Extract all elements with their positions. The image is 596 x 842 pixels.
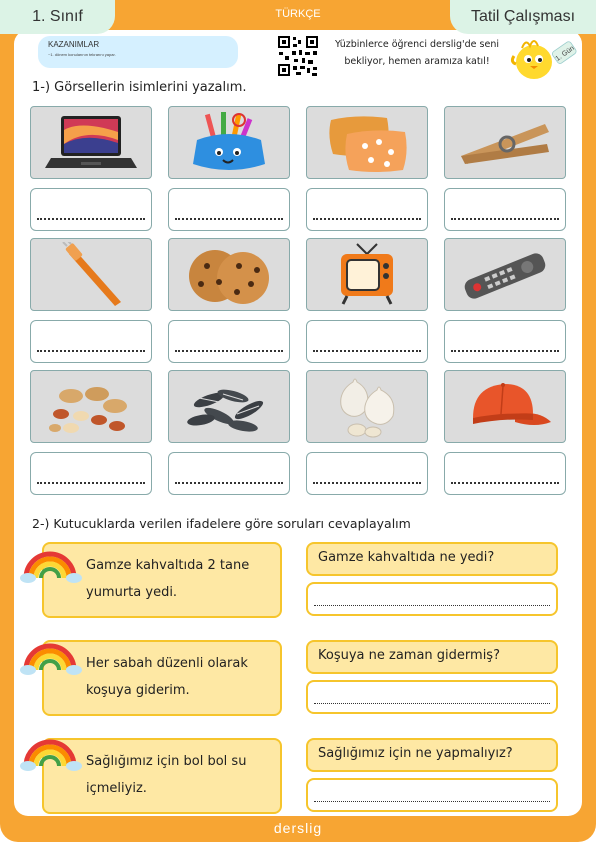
grid-item (444, 370, 566, 495)
statement-line-1: Her sabah düzenli olarak (86, 656, 248, 671)
subject-label: TÜRKÇE (275, 8, 321, 20)
section-1-title: 1-) Görsellerin isimlerini yazalım. (32, 80, 247, 95)
cookies-icon (179, 242, 279, 308)
image-frame (306, 106, 428, 179)
promo-line-1: Yüzbinlerce öğrenci derslig'de seni (335, 39, 499, 50)
question-box (306, 542, 558, 576)
answer-box[interactable] (444, 188, 566, 231)
answer-box[interactable] (444, 452, 566, 495)
answer-line[interactable] (306, 778, 558, 812)
answer-box[interactable] (168, 320, 290, 363)
grid-item (168, 370, 290, 495)
worksheet-title: Tatil Çalışması (470, 8, 576, 25)
answer-box[interactable] (30, 320, 152, 363)
statement-line-1: Sağlığımız için bol bol su (86, 754, 247, 769)
qr-code-icon[interactable] (276, 34, 320, 78)
toothbrush-icon (41, 242, 141, 308)
grid-item (444, 106, 566, 231)
grid-item (306, 106, 428, 231)
grid-item (168, 106, 290, 231)
image-frame (30, 370, 152, 443)
garlic-icon (317, 374, 417, 440)
title-tab (450, 0, 596, 34)
kazanimlar-title: KAZANIMLAR (48, 40, 100, 49)
grid-item (30, 106, 152, 231)
answer-box[interactable] (168, 188, 290, 231)
grid-item (444, 238, 566, 363)
grade-tab (0, 0, 115, 34)
grid-item (30, 238, 152, 363)
day-badge: 1. Gün (554, 44, 576, 63)
image-frame (30, 106, 152, 179)
question-text: Koşuya ne zaman gidermiş? (318, 648, 500, 663)
tv-icon (317, 242, 417, 308)
image-frame (168, 238, 290, 311)
statement-line-2: yumurta yedi. (86, 585, 178, 600)
question-text: Sağlığımız için ne yapmalıyız? (318, 746, 513, 761)
rainbow-icon (20, 732, 82, 774)
rainbow-icon (20, 636, 82, 678)
laptop-icon (41, 110, 141, 176)
remote-control-icon (455, 242, 555, 308)
grid-item (168, 238, 290, 363)
answer-box[interactable] (30, 452, 152, 495)
rainbow-icon (20, 544, 82, 586)
image-frame (168, 370, 290, 443)
answer-box[interactable] (306, 452, 428, 495)
answer-box[interactable] (306, 320, 428, 363)
answer-line[interactable] (306, 680, 558, 714)
cap-icon (455, 374, 555, 440)
pencil-case-icon (179, 110, 279, 176)
clothespin-icon (455, 110, 555, 176)
grid-item (30, 370, 152, 495)
statement-line-2: koşuya giderim. (86, 683, 190, 698)
section-2-title: 2-) Kutucuklarda verilen ifadelere göre soruları cevaplayalım (32, 516, 411, 531)
kazanimlar-box (38, 36, 238, 68)
image-frame (30, 238, 152, 311)
image-frame (306, 370, 428, 443)
statement-line-2: içmeliyiz. (86, 781, 147, 796)
answer-box[interactable] (444, 320, 566, 363)
peanuts-icon (41, 374, 141, 440)
answer-box[interactable] (30, 188, 152, 231)
answer-box[interactable] (306, 188, 428, 231)
image-frame (168, 106, 290, 179)
image-frame (444, 370, 566, 443)
question-box (306, 640, 558, 674)
sunflower-seeds-icon (179, 374, 279, 440)
promo-line-2: bekliyor, hemen aramıza katıl! (344, 56, 490, 67)
image-name-grid (30, 106, 568, 496)
image-frame (444, 238, 566, 311)
pillows-icon (317, 110, 417, 176)
promo-text (326, 36, 508, 70)
image-frame (444, 106, 566, 179)
image-frame (306, 238, 428, 311)
grade-label: 1. Sınıf (32, 8, 83, 25)
kazanimlar-text: ~1. dönem konularının tekrarını yapar. (48, 52, 116, 57)
footer-brand[interactable]: derslig (273, 820, 323, 836)
chick-mascot-icon (508, 32, 578, 82)
answer-box[interactable] (168, 452, 290, 495)
answer-line[interactable] (306, 582, 558, 616)
statement-line-1: Gamze kahvaltıda 2 tane (86, 558, 250, 573)
question-box (306, 738, 558, 772)
grid-item (306, 370, 428, 495)
grid-item (306, 238, 428, 363)
question-text: Gamze kahvaltıda ne yedi? (318, 550, 495, 565)
